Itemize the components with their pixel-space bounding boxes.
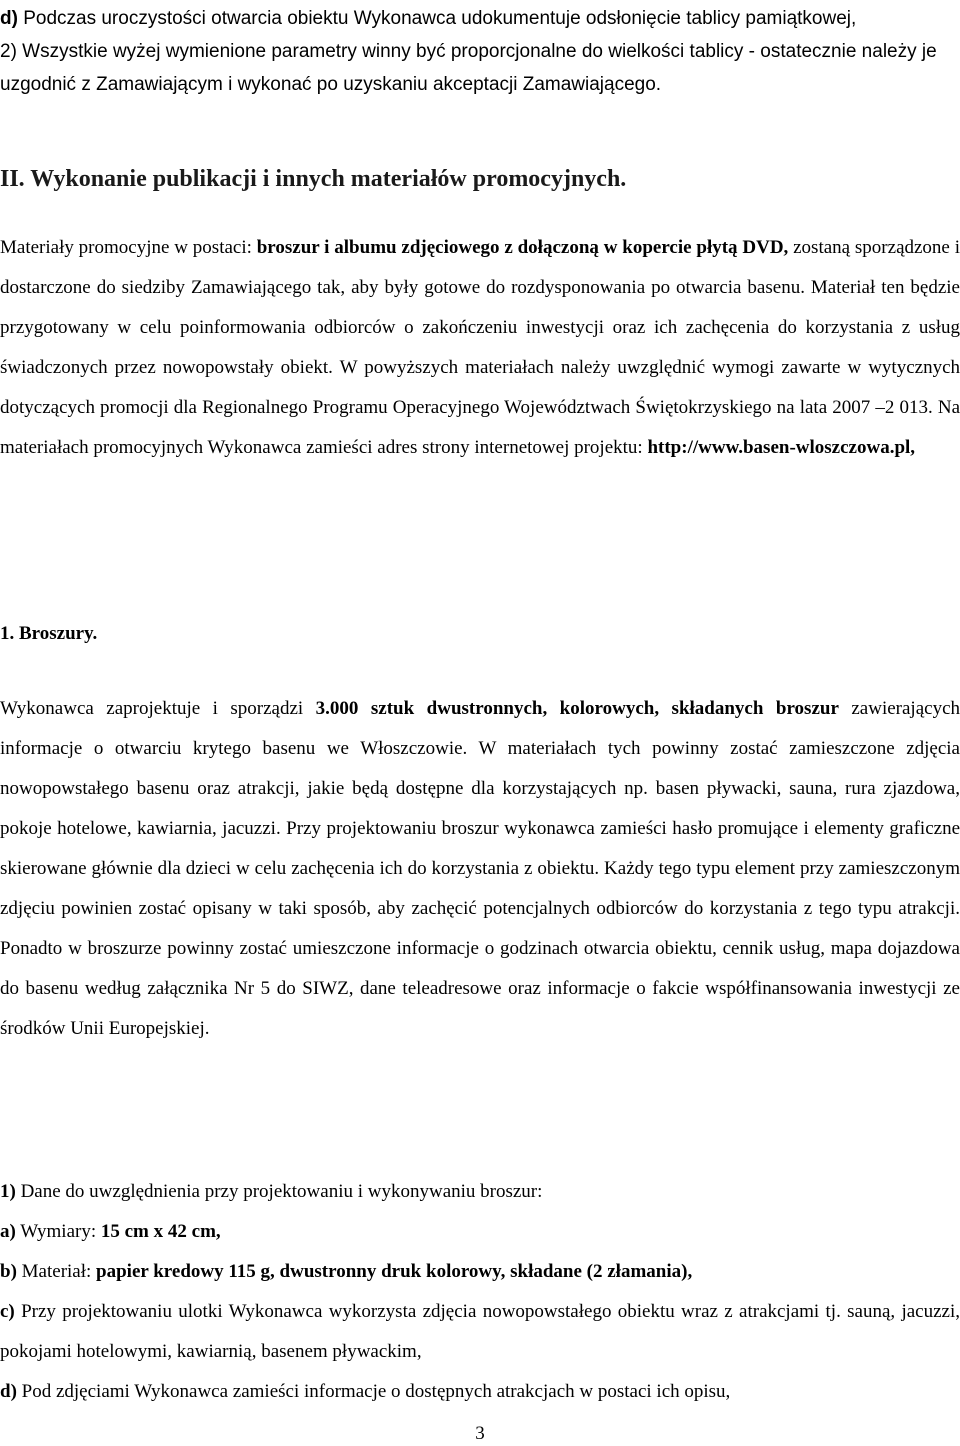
section-heading: II. Wykonanie publikacji i innych materiałów promocyjnych.: [0, 166, 627, 192]
item-bold: 15 cm x 42 cm,: [100, 1221, 221, 1242]
list-item: [0, 1292, 960, 1372]
paragraph-materials: [0, 228, 960, 468]
item-text: Wszystkie wyżej wymienione parametry winny być proporcjonalne do wielkości tablicy - ostatecznie należy je uzgodnić z Zamawiającym i wykonać po uzyskaniu akceptacji Zamawiającego.: [0, 41, 937, 95]
item-bold: papier kredowy 115 g, dwustronny druk kolorowy, składane (2 złamania),: [96, 1261, 693, 1282]
item-label: 2): [0, 41, 17, 62]
list-item: [0, 1252, 960, 1292]
item-label: 1): [0, 1181, 16, 1202]
brochure-spec-list: [0, 1172, 960, 1412]
list-item: [0, 1372, 960, 1412]
sub-heading-brochures: 1. Broszury.: [0, 623, 98, 644]
item-2-parameters: [0, 35, 960, 101]
bold-run: 3.000 sztuk dwustronnych, kolorowych, składanych broszur: [315, 698, 839, 719]
item-text: Pod zdjęciami Wykonawca zamieści informacje o dostępnych atrakcjach w postaci ich opisu,: [16, 1381, 731, 1402]
bold-run: broszur i albumu zdjęciowego z dołączoną w kopercie płytą DVD,: [256, 237, 789, 258]
top-block: [0, 2, 960, 101]
paragraph-brochures: [0, 689, 960, 1049]
item-label: a): [0, 1221, 16, 1242]
item-label: d): [0, 8, 18, 29]
item-text: Materiał:: [16, 1261, 97, 1282]
project-url: http://www.basen-wloszczowa.pl,: [647, 437, 916, 458]
item-text: Przy projektowaniu ulotki Wykonawca wykorzysta zdjęcia nowopowstałego obiektu wraz z atrakcjami tj. sauną, jacuzzi, pokojami hotelowymi, kawiarnią, basenem pływackim,: [0, 1301, 960, 1362]
item-text: Wymiary:: [15, 1221, 101, 1242]
text-run: zawierających informacje o otwarciu krytego basenu we Włoszczowie. W materiałach tych powinny zostać zamieszczone zdjęcia nowopowstałego basenu oraz atrakcji, jakie będą dostępne dla korzystających np. basen pływacki, sauna, rura zjazdowa, pokoje hotelowe, kawiarnia, jacuzzi. Przy projektowaniu broszur wykonawca zamieści hasło promujące i elementy graficzne skierowane głównie dla dzieci w celu zachęcenia ich do korzystania z obiektu. Każdy tego typu element przy zamieszczonym zdjęciu powinien zostać opisany w taki sposób, aby zachęcić potencjalnych odbiorców do korzystania z tego typu atrakcji. Ponadto w broszurze powinny zostać umieszczone informacje o godzinach otwarcia obiektu, cennik usług, mapa dojazdowa do basenu według załącznika Nr 5 do SIWZ, dane teleadresowe oraz informacje o fakcie współfinansowania inwestycji ze środków Unii Europejskiej.: [0, 698, 960, 1039]
item-label: c): [0, 1301, 15, 1322]
text-run: zostaną sporządzone i dostarczone do siedziby Zamawiającego tak, aby były gotowe do rozdysponowania po otwarcia basenu. Materiał ten będzie przygotowany w celu poinformowania odbiorców o zakończeniu inwestycji oraz ich zachęcenia do korzystania z usług świadczonych przez nowopowstały obiekt. W powyższych materiałach należy uwzględnić wymogi zawarte w wytycznych dotyczących promocji dla Regionalnego Programu Operacyjnego Województwach Świętokrzyskiego na lata 2007 –2 013. Na materiałach promocyjnych Wykonawca zamieści adres strony internetowej projektu:: [0, 237, 960, 458]
item-text: Dane do uwzględnienia przy projektowaniu i wykonywaniu broszur:: [15, 1181, 543, 1202]
list-item: [0, 1172, 960, 1212]
text-run: Wykonawca zaprojektuje i sporządzi: [0, 698, 316, 719]
item-label: b): [0, 1261, 17, 1282]
page-number: 3: [475, 1423, 485, 1444]
item-d-tablet: [0, 2, 960, 35]
list-item: [0, 1212, 960, 1252]
item-text: Podczas uroczystości otwarcia obiektu Wykonawca udokumentuje odsłonięcie tablicy pamiątkowej,: [17, 8, 857, 29]
item-label: d): [0, 1381, 17, 1402]
text-run: Materiały promocyjne w postaci:: [0, 237, 257, 258]
